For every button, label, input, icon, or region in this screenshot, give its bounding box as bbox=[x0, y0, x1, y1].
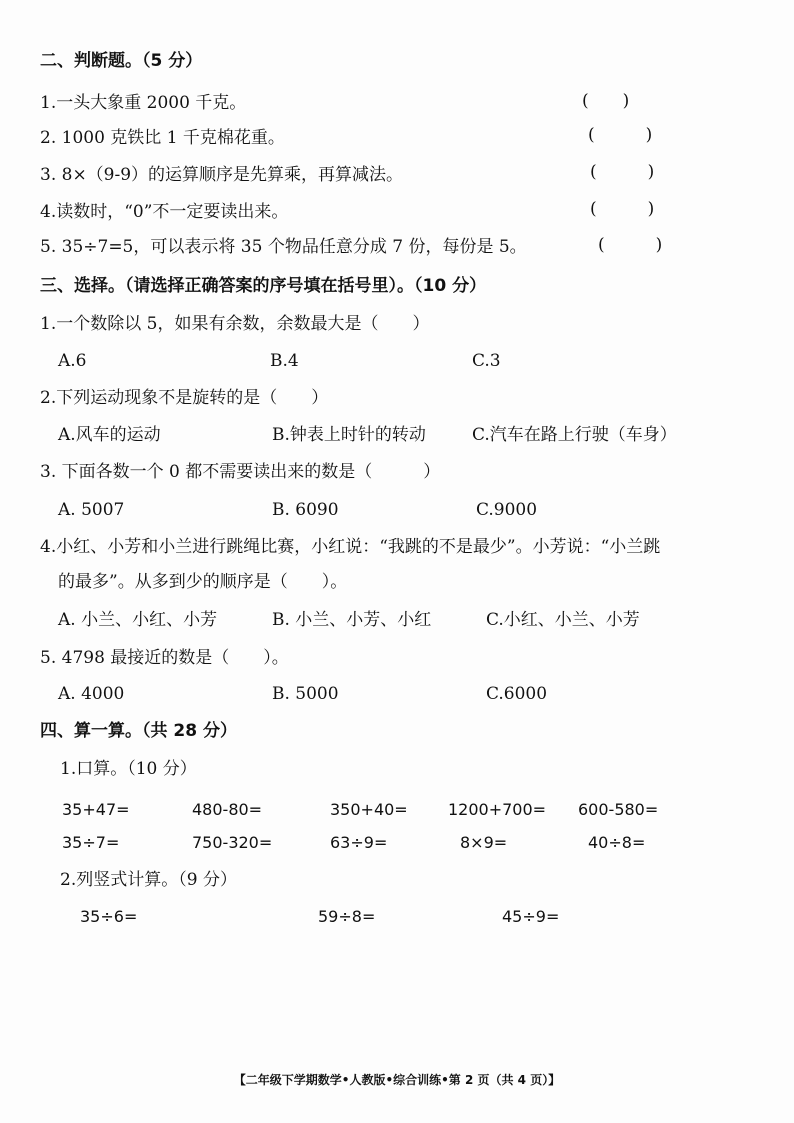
s3-q4-option-b[interactable]: B. 小兰、小芳、小红 bbox=[272, 610, 432, 630]
vertical-calc-3[interactable]: 45÷9= bbox=[502, 907, 560, 926]
vertical-calc-2[interactable]: 59÷8= bbox=[318, 907, 376, 926]
mental-calc-r1-c1[interactable]: 35+47= bbox=[62, 800, 130, 819]
s3-question-5: 5. 4798 最接近的数是（ ）。 bbox=[40, 648, 289, 668]
vertical-calc-1[interactable]: 35÷6= bbox=[80, 907, 138, 926]
s3-question-1: 1.一个数除以 5，如果有余数，余数最大是（ ） bbox=[40, 314, 430, 334]
s4-part2-title: 2.列竖式计算。（9 分） bbox=[60, 870, 237, 890]
s3-q1-option-b[interactable]: B.4 bbox=[270, 351, 299, 371]
s3-question-4: 4.小红、小芳和小兰进行跳绳比赛，小红说：“我跳的不是最少”。小芳说：“小兰跳 bbox=[40, 537, 661, 557]
mental-calc-r2-c1[interactable]: 35÷7= bbox=[62, 833, 120, 852]
s3-q4-option-c[interactable]: C.小红、小兰、小芳 bbox=[486, 610, 640, 630]
s2-question-1: 1.一头大象重 2000 千克。 bbox=[40, 93, 247, 113]
s2-question-2: 2. 1000 克铁比 1 千克棉花重。 bbox=[40, 128, 285, 148]
s2-answer-paren-4[interactable]: ( ) bbox=[590, 199, 655, 219]
s3-q5-option-a[interactable]: A. 4000 bbox=[58, 684, 125, 704]
mental-calc-r2-c5[interactable]: 40÷8= bbox=[588, 833, 646, 852]
s3-q3-option-b[interactable]: B. 6090 bbox=[272, 500, 339, 520]
s3-q5-option-c[interactable]: C.6000 bbox=[486, 684, 548, 704]
s3-q5-option-b[interactable]: B. 5000 bbox=[272, 684, 339, 704]
s3-q3-option-a[interactable]: A. 5007 bbox=[58, 500, 125, 520]
s3-q1-option-c[interactable]: C.3 bbox=[472, 351, 501, 371]
section3-title: 三、选择。（请选择正确答案的序号填在括号里）。（10 分） bbox=[40, 276, 487, 296]
s3-q4-option-a[interactable]: A. 小兰、小红、小芳 bbox=[58, 610, 218, 630]
s2-answer-paren-2[interactable]: ( ) bbox=[588, 125, 653, 145]
mental-calc-r1-c2[interactable]: 480-80= bbox=[192, 800, 263, 819]
s2-question-4: 4.读数时，“0”不一定要读出来。 bbox=[40, 202, 289, 222]
s2-answer-paren-5[interactable]: ( ) bbox=[598, 235, 663, 255]
s3-question-3: 3. 下面各数一个 0 都不需要读出来的数是（ ） bbox=[40, 462, 441, 482]
s4-part1-title: 1.口算。（10 分） bbox=[60, 759, 197, 779]
mental-calc-r2-c4[interactable]: 8×9= bbox=[460, 833, 508, 852]
section2-title: 二、判断题。（5 分） bbox=[40, 51, 203, 71]
s3-q2-option-c[interactable]: C.汽车在路上行驶（车身） bbox=[472, 425, 677, 445]
mental-calc-r2-c2[interactable]: 750-320= bbox=[192, 833, 273, 852]
mental-calc-r1-c5[interactable]: 600-580= bbox=[578, 800, 659, 819]
mental-calc-r2-c3[interactable]: 63÷9= bbox=[330, 833, 388, 852]
mental-calc-r1-c3[interactable]: 350+40= bbox=[330, 800, 408, 819]
s3-question-2: 2.下列运动现象不是旋转的是（ ） bbox=[40, 388, 329, 408]
s2-answer-paren-1[interactable]: ( ) bbox=[582, 91, 630, 111]
s2-answer-paren-3[interactable]: ( ) bbox=[590, 162, 655, 182]
s3-question-4-cont: 的最多”。从多到少的顺序是（ ）。 bbox=[58, 572, 348, 592]
page-footer: 【二年级下学期数学•人教版•综合训练•第 2 页（共 4 页）】 bbox=[233, 1073, 561, 1087]
s3-q2-option-a[interactable]: A.风车的运动 bbox=[58, 425, 161, 445]
s2-question-3: 3. 8×（9-9）的运算顺序是先算乘，再算减法。 bbox=[40, 165, 404, 185]
section4-title: 四、算一算。（共 28 分） bbox=[40, 721, 237, 741]
mental-calc-r1-c4[interactable]: 1200+700= bbox=[448, 800, 547, 819]
s3-q2-option-b[interactable]: B.钟表上时针的转动 bbox=[272, 425, 426, 445]
s2-question-5: 5. 35÷7=5，可以表示将 35 个物品任意分成 7 份，每份是 5。 bbox=[40, 237, 527, 257]
s3-q1-option-a[interactable]: A.6 bbox=[58, 351, 87, 371]
s3-q3-option-c[interactable]: C.9000 bbox=[476, 500, 538, 520]
